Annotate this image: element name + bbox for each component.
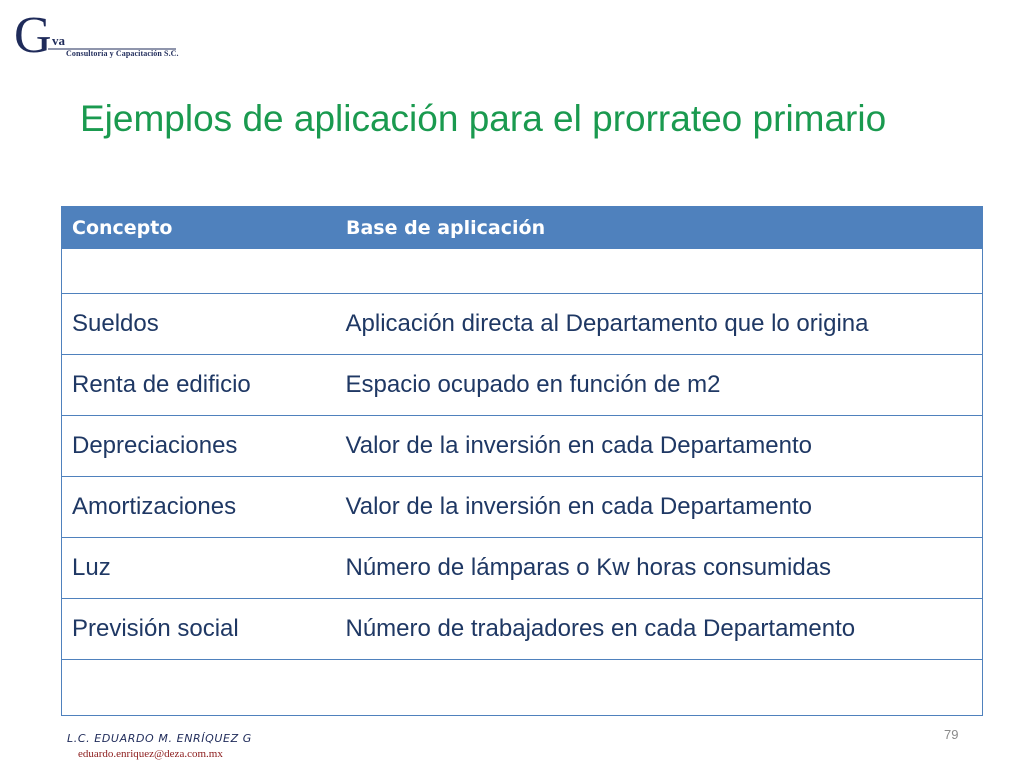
table-row — [62, 537, 983, 598]
logo-letter-g: G — [14, 8, 52, 64]
table-row-empty — [62, 249, 983, 293]
logo-subtitle: Consultoría y Capacitación S.C. — [66, 49, 179, 58]
table-row — [62, 598, 983, 659]
base-cell: Número de lámparas o Kw horas consumidas — [336, 537, 983, 598]
concepto-cell: Sueldos — [62, 293, 336, 354]
base-cell: Aplicación directa al Departamento que lo origina — [336, 293, 983, 354]
table-cell-empty — [62, 249, 336, 293]
concepto-cell: Renta de edificio — [62, 354, 336, 415]
base-cell: Valor de la inversión en cada Departamento — [336, 415, 983, 476]
table-row — [62, 476, 983, 537]
concepto-cell: Previsión social — [62, 598, 336, 659]
page-number: 79 — [944, 727, 959, 742]
table-row-empty — [62, 659, 983, 715]
table-row — [62, 415, 983, 476]
prorrateo-table — [61, 206, 983, 716]
base-cell: Espacio ocupado en función de m2 — [336, 354, 983, 415]
logo-letters-va: va — [52, 33, 65, 48]
table-row — [62, 293, 983, 354]
concepto-cell: Luz — [62, 537, 336, 598]
header-concepto: Concepto — [62, 206, 336, 249]
table-row — [62, 354, 983, 415]
footer-author-name: L.C. EDUARDO M. ENRÍQUEZ G — [67, 732, 252, 745]
table-cell-empty — [336, 659, 983, 715]
header-base-aplicacion: Base de aplicación — [336, 206, 983, 249]
concepto-cell: Depreciaciones — [62, 415, 336, 476]
table-header-row — [62, 206, 983, 249]
table-cell-empty — [336, 249, 983, 293]
concepto-cell: Amortizaciones — [62, 476, 336, 537]
table-cell-empty — [62, 659, 336, 715]
company-logo — [14, 8, 204, 64]
base-cell: Valor de la inversión en cada Departamento — [336, 476, 983, 537]
footer-email: eduardo.enriquez@deza.com.mx — [78, 748, 223, 760]
base-cell: Número de trabajadores en cada Departamento — [336, 598, 983, 659]
slide-title: Ejemplos de aplicación para el prorrateo primario — [80, 98, 887, 139]
